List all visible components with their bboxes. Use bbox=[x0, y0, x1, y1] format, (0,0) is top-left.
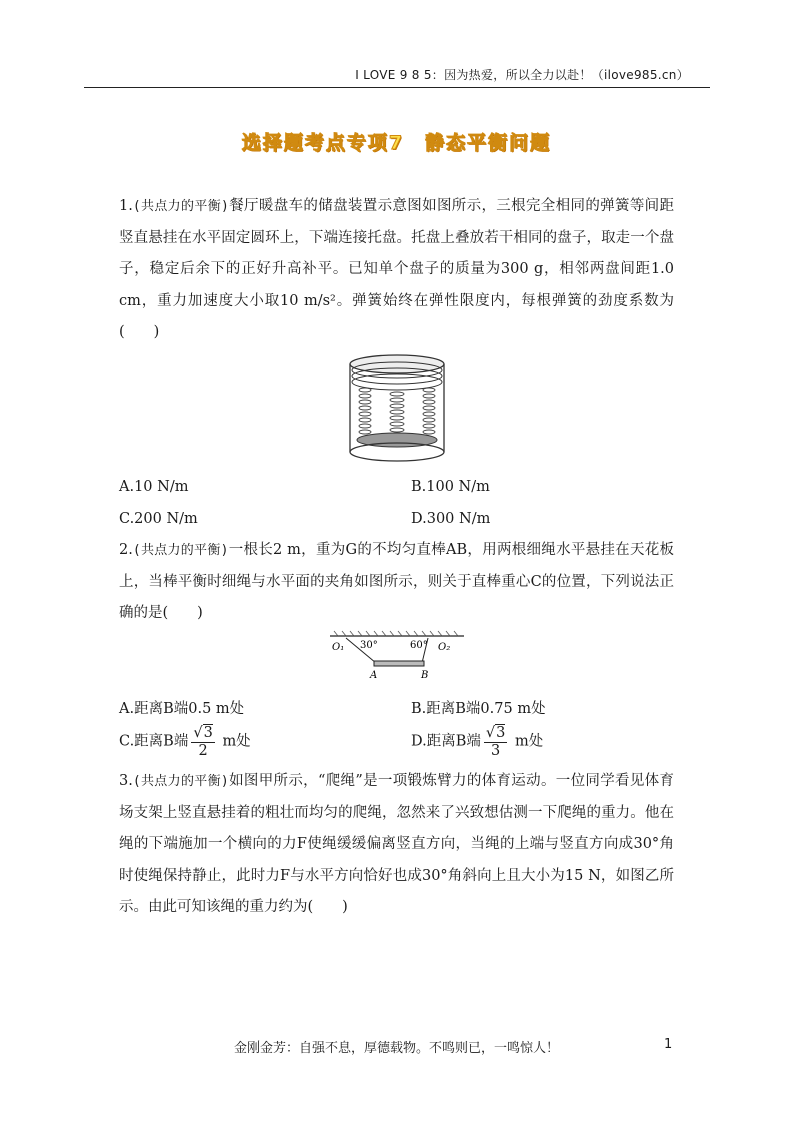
page-number: 1 bbox=[664, 1037, 673, 1052]
question-2-text: 一根长2 m，重为G的不均匀直棒AB，用两根细绳水平悬挂在天花板上，当棒平衡时细绳与水平面的夹角如图所示，则关于直棒重心C的位置，下列说法正确的是( ) bbox=[119, 542, 675, 621]
q2-option-c-unit: m处 bbox=[222, 733, 251, 750]
question-3-number: 3. bbox=[119, 773, 133, 789]
question-2 bbox=[119, 535, 674, 630]
q2-option-c bbox=[119, 724, 251, 759]
q2-option-a: A.距离B端0.5 m处 bbox=[119, 701, 245, 717]
q2-option-c-numerator: 3 bbox=[203, 725, 213, 741]
question-3-tag: (共点力的平衡) bbox=[132, 774, 229, 789]
question-2-number: 2. bbox=[119, 542, 133, 558]
label-b: B bbox=[421, 670, 429, 681]
q2-option-d bbox=[411, 724, 543, 759]
question-3-text: 如图甲所示，“爬绳”是一项锻炼臂力的体育运动。一位同学看见体育场支架上竖直悬挂着的粗壮而均匀的爬绳，忽然来了兴致想估测一下爬绳的重力。他在绳的下端施加一个横向的力F使绳缓缓偏离竖直方向，当绳的上端与竖直方向成30°角时使绳保持静止，此时力F与水平方向恰好也成30°角斜向上且大小为15 N，如图乙所示。由此可知该绳的重力约为( ) bbox=[119, 773, 675, 915]
q1-option-d: D.300 N/m bbox=[411, 511, 491, 527]
page-title: 选择题考点专项7 静态平衡问题 bbox=[241, 132, 552, 154]
q2-option-d-prefix: D.距离B端 bbox=[411, 733, 481, 750]
rod-figure bbox=[330, 630, 464, 682]
label-angle-30: 30° bbox=[360, 640, 378, 651]
question-3 bbox=[119, 766, 674, 924]
q2-option-c-prefix: C.距离B端 bbox=[119, 733, 189, 750]
label-o1: O₁ bbox=[332, 642, 345, 653]
header-rule bbox=[84, 87, 710, 88]
q2-option-d-unit: m处 bbox=[514, 733, 544, 750]
q2-option-b: B.距离B端0.75 m处 bbox=[411, 701, 546, 717]
q1-option-b: B.100 N/m bbox=[411, 479, 490, 495]
q1-option-c: C.200 N/m bbox=[119, 511, 198, 527]
label-angle-60: 60° bbox=[410, 640, 428, 651]
sqrt-sign: √ bbox=[193, 725, 203, 741]
sqrt3-over-3-fraction bbox=[484, 724, 507, 759]
header-text: I LOVE 9 8 5：因为热爱，所以全力以赴！（ilove985.cn） bbox=[355, 68, 689, 82]
q1-option-a: A.10 N/m bbox=[119, 479, 189, 495]
question-1-number: 1. bbox=[119, 198, 133, 214]
q2-option-d-denominator: 3 bbox=[491, 743, 501, 759]
footer-motto: 金刚金芳：自强不息，厚德载物。不鸣则已，一鸣惊人！ bbox=[233, 1041, 559, 1056]
question-1 bbox=[119, 191, 674, 349]
label-o2: O₂ bbox=[438, 642, 451, 653]
sqrt-sign: √ bbox=[485, 725, 496, 741]
sqrt3-over-2-fraction bbox=[191, 724, 214, 759]
question-2-tag: (共点力的平衡) bbox=[132, 543, 229, 558]
question-1-text: 餐厅暖盘车的储盘装置示意图如图所示，三根完全相同的弹簧等间距竖直悬挂在水平固定圆环上，下端连接托盘。托盘上叠放若干相同的盘子，取走一个盘子，稳定后余下的正好升高补平。已知单个盘子的质量为300 g，相邻两盘间距1.0 cm，重力加速度大小取10 m/s²。弹簧始终在弹性限度内，每根弹簧的劲度系数为( ) bbox=[119, 198, 675, 340]
question-1-tag: (共点力的平衡) bbox=[132, 199, 229, 214]
q2-option-c-denominator: 2 bbox=[198, 743, 208, 759]
plate-warmer-figure bbox=[343, 348, 451, 464]
label-a: A bbox=[370, 670, 378, 681]
q2-option-d-numerator: 3 bbox=[496, 725, 506, 741]
